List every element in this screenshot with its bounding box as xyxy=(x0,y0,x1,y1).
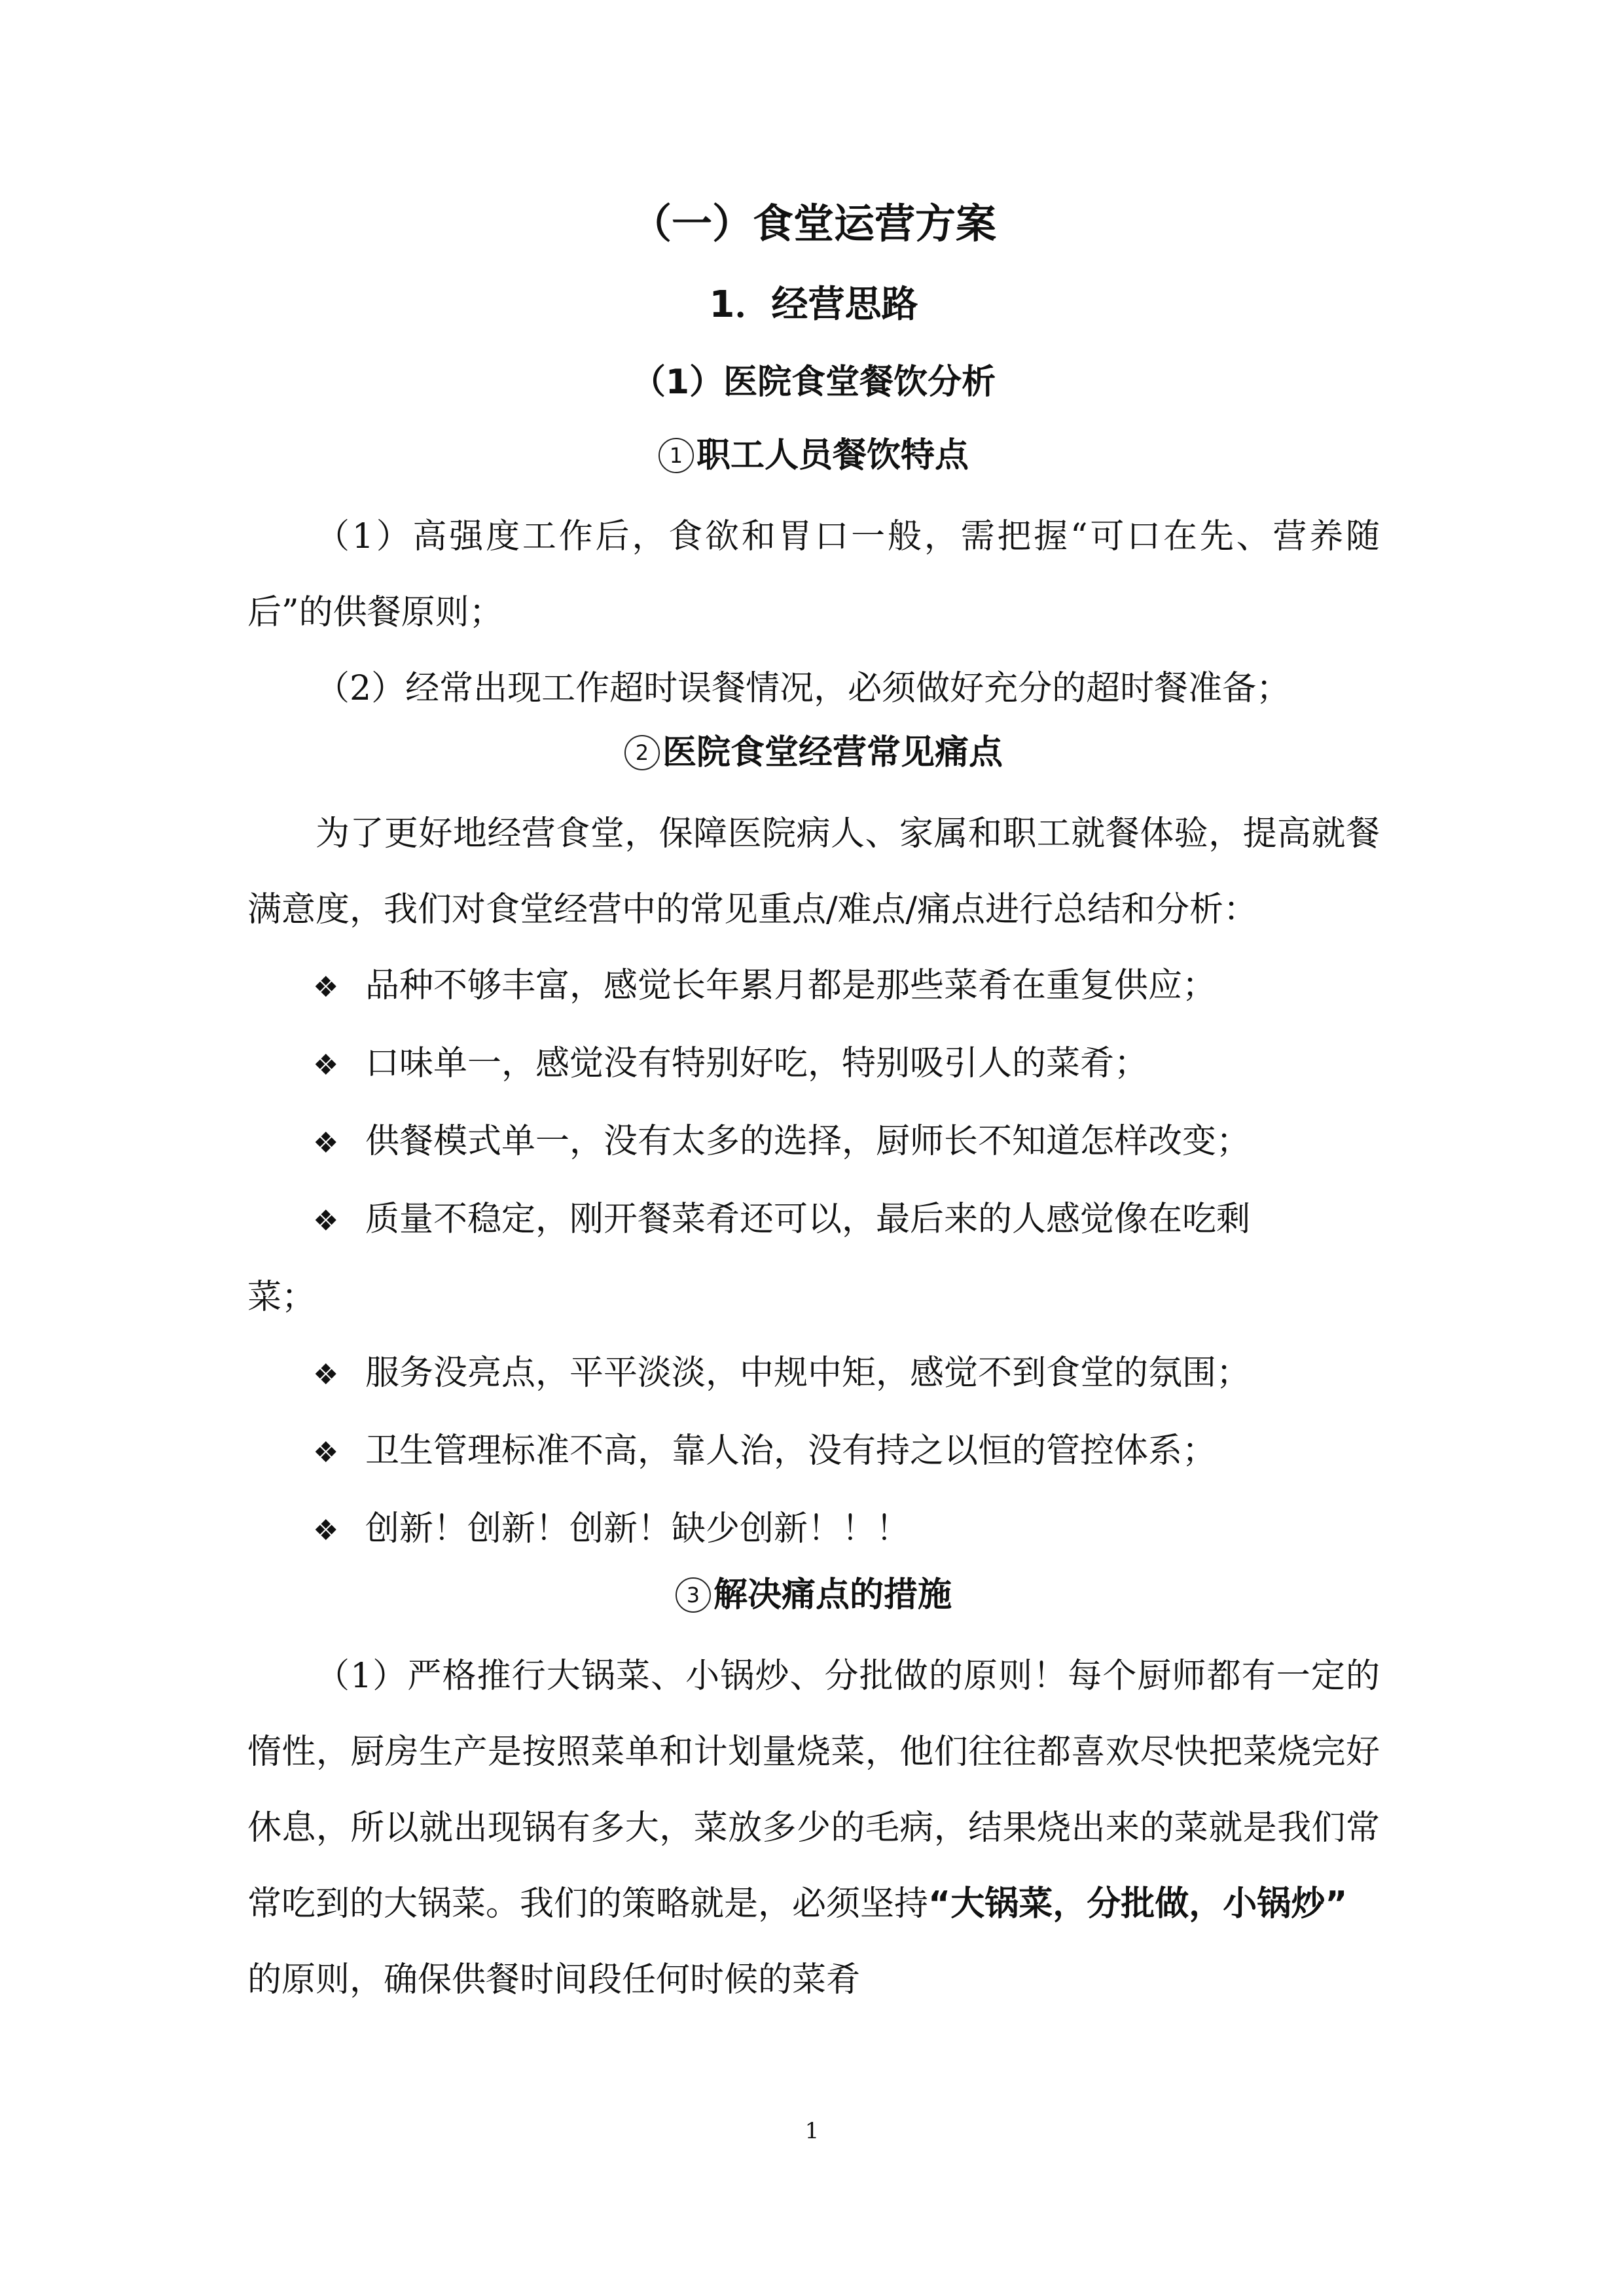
diamond-bullet-icon: ❖ xyxy=(313,1126,339,1160)
document-page xyxy=(247,196,1380,2018)
subsection-heading: （1）医院食堂餐饮分析 xyxy=(631,363,996,402)
bullet-item: ❖ 卫生管理标准不高，靠人治，没有持之以恒的管控体系； xyxy=(247,1413,1380,1491)
page-number: 1 xyxy=(804,2118,820,2144)
document-title: （一）食堂运营方案 xyxy=(630,200,996,247)
circled-number: 3 xyxy=(676,1577,711,1613)
circled-number: 1 xyxy=(659,438,694,473)
paragraph: 为了更好地经营食堂，保障医院病人、家属和职工就餐体验，提高就餐满意度，我们对食堂经营中的常见重点/难点/痛点进行总结和分析： xyxy=(247,814,1380,929)
part-heading-2 xyxy=(247,729,1380,776)
section-heading: 1．经营思路 xyxy=(709,283,918,326)
paragraph: （1）严格推行大锅菜、小锅炒、分批做的原则！每个厨师都有一定的惰性，厨房生产是按照菜单和计划量烧菜，他们往往都喜欢尽快把菜烧完好休息，所以就出现锅有多大，菜放多少的毛病，结果烧出来的菜就是我们常常吃到的大锅菜。我们的策略就是，必须坚持“大锅菜，分批做，小锅炒” 的原则，确保供餐时间段任何时候的菜肴 xyxy=(247,1657,1382,2000)
part-heading-1 xyxy=(247,432,1380,479)
diamond-bullet-icon: ❖ xyxy=(313,971,339,1004)
diamond-bullet-icon: ❖ xyxy=(313,1358,339,1391)
bullet-item: ❖ 品种不够丰富，感觉长年累月都是那些菜肴在重复供应； xyxy=(247,948,1380,1026)
bullet-item: ❖ 质量不稳定，刚开餐菜肴还可以，最后来的人感觉像在吃剩 菜； xyxy=(247,1181,1380,1335)
diamond-bullet-icon: ❖ xyxy=(313,1204,339,1238)
bullet-item: ❖ 服务没亮点，平平淡淡，中规中矩，感觉不到食堂的氛围； xyxy=(247,1335,1380,1413)
paragraph: （1）高强度工作后，食欲和胃口一般，需把握“可口在先、营养随后”的供餐原则； xyxy=(247,517,1380,632)
paragraph: （2）经常出现工作超时误餐情况，必须做好充分的超时餐准备； xyxy=(316,669,1291,708)
bold-emphasis: “大锅菜，分批做，小锅炒” xyxy=(928,1884,1348,1924)
bullet-item: ❖ 创新！创新！创新！缺少创新！！！ xyxy=(247,1491,1380,1569)
bullet-continuation: 菜； xyxy=(247,1278,316,1317)
bullet-item: ❖ 口味单一，感觉没有特别好吃，特别吸引人的菜肴； xyxy=(247,1026,1380,1103)
bullet-item: ❖ 供餐模式单一，没有太多的选择，厨师长不知道怎样改变； xyxy=(247,1103,1380,1181)
diamond-bullet-icon: ❖ xyxy=(313,1514,339,1547)
diamond-bullet-icon: ❖ xyxy=(313,1436,339,1469)
part-heading-3 xyxy=(247,1571,1380,1619)
part-title: 医院食堂经营常见痛点 xyxy=(662,733,1003,772)
diamond-bullet-icon: ❖ xyxy=(313,1049,339,1082)
part-title: 解决痛点的措施 xyxy=(713,1575,952,1615)
circled-number: 2 xyxy=(624,735,660,770)
part-title: 职工人员餐饮特点 xyxy=(696,436,969,475)
